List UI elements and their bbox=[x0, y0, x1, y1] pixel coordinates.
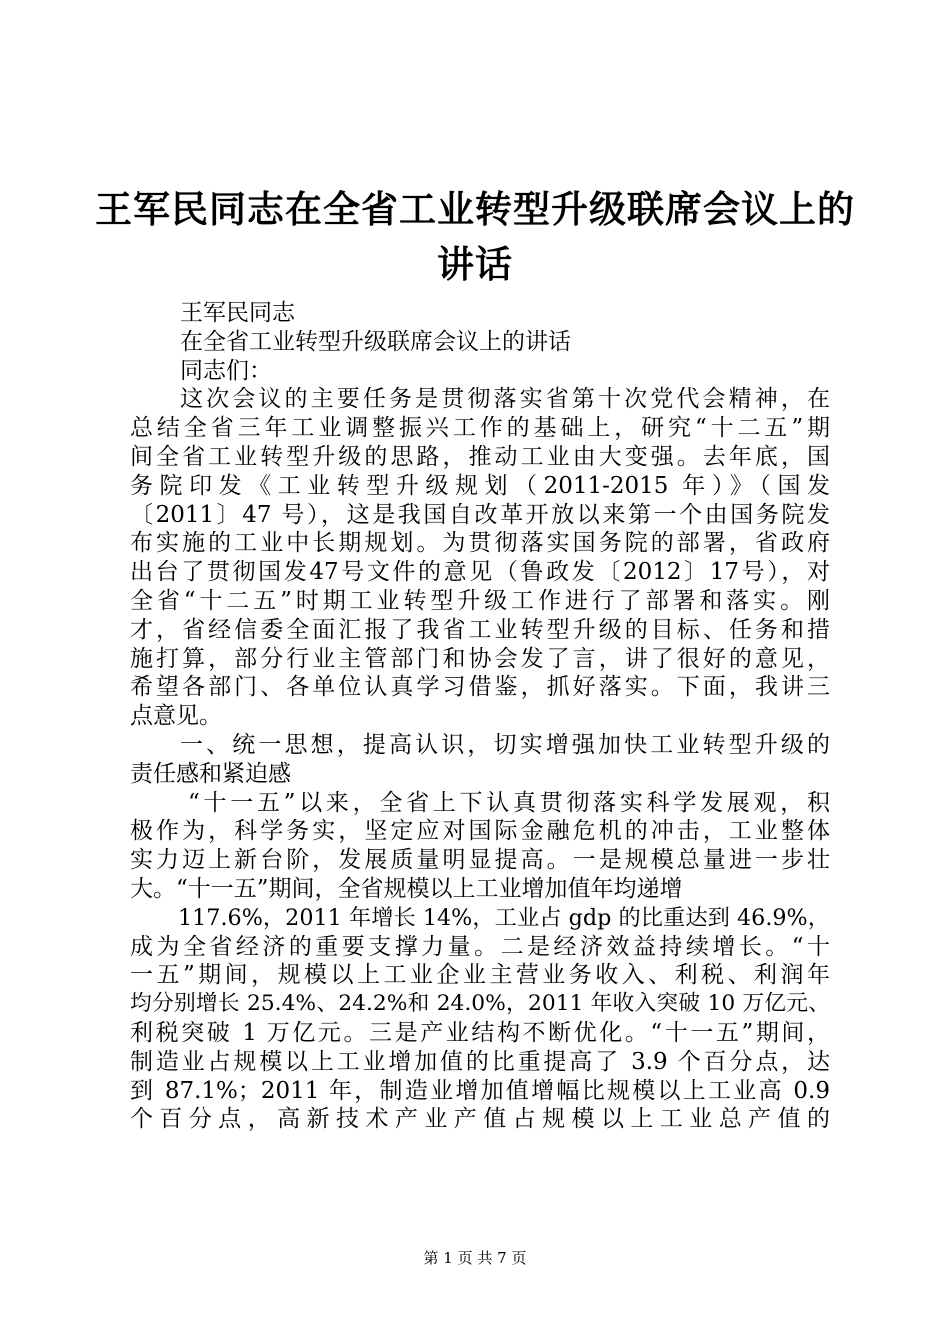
body-line: 到 87.1%；2011 年，制造业增加值增幅比规模以上工业高 0.9 bbox=[130, 1077, 830, 1104]
page-title bbox=[0, 182, 950, 292]
subtitle-line: 在全省工业转型升级联席会议上的讲话 bbox=[180, 328, 571, 355]
body-line: 总结全省三年工业调整振兴工作的基础上，研究“十二五”期 bbox=[130, 415, 830, 442]
body-line: 这次会议的主要任务是贯彻落实省第十次党代会精神，在 bbox=[180, 386, 830, 413]
body-line: 点意见。 bbox=[130, 703, 222, 730]
body-line: 〔2011〕47 号），这是我国自改革开放以来第一个由国务院发 bbox=[130, 501, 830, 528]
body-line: 均分别增长 25.4%、24.2%和 24.0%，2011 年收入突破 10 万亿元、 bbox=[130, 991, 830, 1017]
body-line: 成为全省经济的重要支撑力量。二是经济效益持续增长。“十 bbox=[130, 933, 830, 960]
body-line: 制造业占规模以上工业增加值的比重提高了 3.9 个百分点，达 bbox=[130, 1048, 830, 1075]
section-heading-line: 一、统一思想，提高认识，切实增强加快工业转型升级的 bbox=[180, 731, 830, 758]
section-heading-line: 责任感和紧迫感 bbox=[130, 760, 291, 787]
body-line: 实力迈上新台阶，发展质量明显提高。一是规模总量进一步壮 bbox=[130, 847, 830, 874]
body-line: 全省“十二五”时期工业转型升级工作进行了部署和落实。刚 bbox=[130, 587, 830, 614]
title-line-2: 讲话 bbox=[437, 242, 513, 286]
body-line: 大。“十一五”期间，全省规模以上工业增加值年均递增 bbox=[130, 875, 683, 902]
body-line: 才，省经信委全面汇报了我省工业转型升级的目标、任务和措 bbox=[130, 616, 830, 643]
body-line: 利税突破 1 万亿元。三是产业结构不断优化。“十一五”期间， bbox=[130, 1019, 830, 1046]
body-line: “十一五”以来，全省上下认真贯彻落实科学发展观，积 bbox=[188, 789, 830, 816]
author-line: 王军民同志 bbox=[180, 300, 295, 326]
body-line: 希望各部门、各单位认真学习借鉴，抓好落实。下面，我讲三 bbox=[130, 674, 830, 701]
body-line: 布实施的工业中长期规划。为贯彻落实国务院的部署，省政府 bbox=[130, 530, 830, 557]
body-line: 一五”期间，规模以上工业企业主营业务收入、利税、利润年 bbox=[130, 962, 830, 989]
body-line: 间全省工业转型升级的思路，推动工业由大变强。去年底，国 bbox=[130, 443, 830, 470]
salutation-line: 同志们： bbox=[180, 357, 272, 384]
document-body bbox=[130, 299, 830, 1134]
body-line: 施打算，部分行业主管部门和协会发了言，讲了很好的意见， bbox=[130, 645, 830, 672]
body-line: 117.6%，2011 年增长 14%，工业占 gdp 的比重达到 46.9%， bbox=[178, 904, 830, 931]
page-footer: 第 1 页 共 7 页 bbox=[423, 1249, 527, 1267]
body-line: 个百分点，高新技术产业产值占规模以上工业总产值的 bbox=[130, 1106, 830, 1133]
title-line-1: 王军民同志在全省工业转型升级联席会议上的 bbox=[95, 187, 855, 231]
body-line: 出台了贯彻国发47号文件的意见（鲁政发〔2012〕17号），对 bbox=[130, 559, 830, 586]
body-line: 极作为，科学务实，坚定应对国际金融危机的冲击，工业整体 bbox=[130, 818, 830, 845]
body-line: 务院印发《工业转型升级规划（2011-2015 年）》（国发 bbox=[130, 472, 830, 499]
